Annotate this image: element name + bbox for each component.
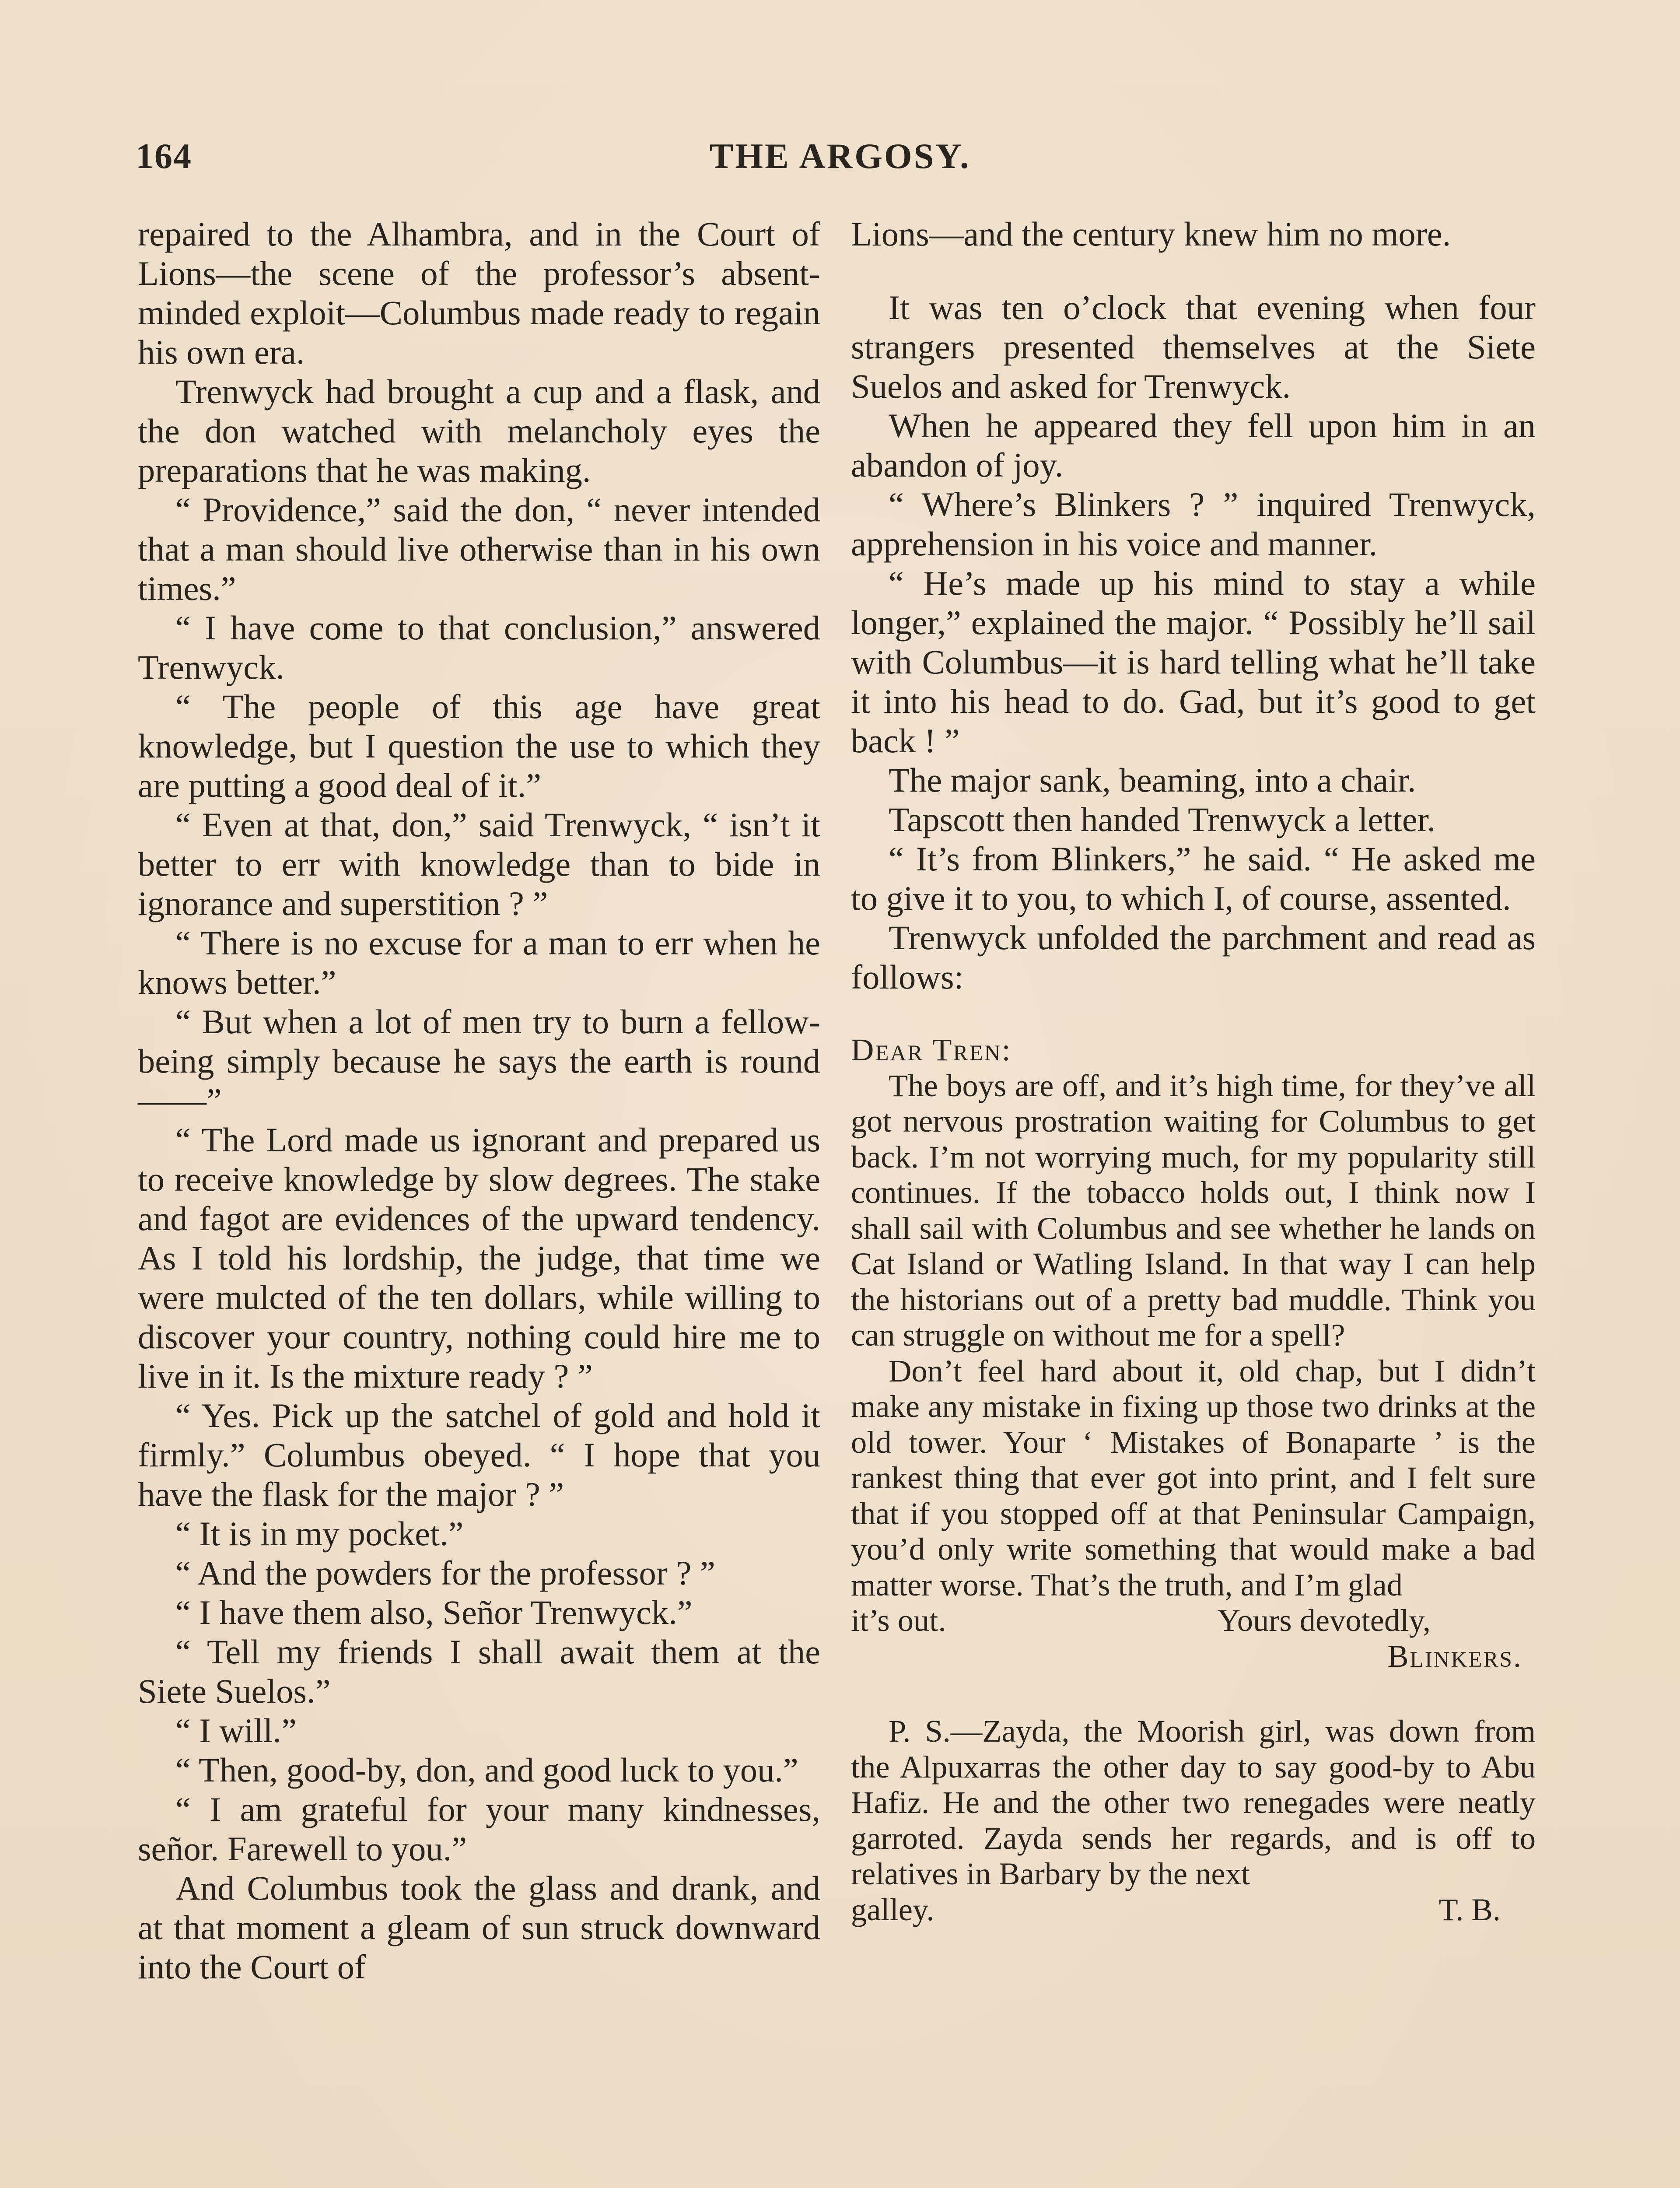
running-title: THE ARGOSY. xyxy=(709,136,971,176)
letter-signature: Blinkers. xyxy=(1387,1638,1522,1674)
postscript-initials: T. B. xyxy=(1438,1891,1501,1927)
paragraph: “ There is no excuse for a man to err when he knows better.” xyxy=(138,924,820,1001)
postscript-text: P. S.—Zayda, the Moorish girl, was down from the Alpuxarras the other day to say good-by to Abu Hafiz. He and the other two renegades were neatly garroted. Zayda sends her regards, and is off to relatives in Barbary by the next xyxy=(851,1713,1536,1891)
paragraph: “ And the powders for the professor ? ” xyxy=(175,1554,715,1592)
section-break xyxy=(851,254,1536,288)
left-column xyxy=(138,214,820,1987)
paragraph: It was ten o’clock that evening when four strangers presented themselves at the Siete Suelos and asked for Trenwyck. xyxy=(851,288,1536,405)
paragraph: The major sank, beaming, into a chair. xyxy=(889,761,1416,799)
page-number: 164 xyxy=(136,136,192,176)
paragraph: repaired to the Alhambra, and in the Court of Lions—the scene of the professor’s absent-minded exploit—Columbus made ready to regain his own era. xyxy=(138,215,820,371)
letter-paragraph: The boys are off, and it’s high time, for they’ve all got nervous prostration waiting for Columbus to get back. I’m not worrying much, for my popularity still continues. If the tobacco holds out, I think now I shall sail with Columbus and see whether he lands on Cat Island or Watling Island. In that way I can help the historians out of a pretty bad muddle. Think you can struggle on without me for a spell? xyxy=(851,1067,1536,1353)
paragraph: “ Where’s Blinkers ? ” inquired Trenwyck, apprehension in his voice and manner. xyxy=(851,485,1536,563)
paragraph: “ The Lord made us ignorant and prepared us to receive knowledge by slow degrees. The stake and fagot are evidences of the upward tendency. As I told his lordship, the judge, that time we were mulcted of the ten dollars, while willing to discover your country, nothing could hire me to live in it. Is the mixture ready ? ” xyxy=(138,1121,820,1395)
letter-closing: Yours devotedly, xyxy=(1217,1602,1431,1638)
letter-salutation: Dear Tren: xyxy=(851,1032,1012,1067)
paragraph: “ I have them also, Señor Trenwyck.” xyxy=(175,1593,693,1631)
postscript xyxy=(851,1713,1536,1927)
postscript-sign-line xyxy=(851,1892,1536,1928)
paragraph: “ It is in my pocket.” xyxy=(175,1515,464,1553)
paragraph: “ I have come to that conclusion,” answered Trenwyck. xyxy=(138,609,820,686)
right-column xyxy=(851,214,1536,1927)
paragraph: “ Even at that, don,” said Trenwyck, “ isn’t it better to err with knowledge than to bide in ignorance and superstition ? ” xyxy=(138,806,820,922)
letter-last-words: it’s out. xyxy=(851,1602,946,1638)
paragraph: “ Tell my friends I shall await them at the Siete Suelos.” xyxy=(138,1633,820,1710)
paragraph: “ I will.” xyxy=(175,1711,297,1750)
postscript-last-word: galley. xyxy=(851,1891,934,1927)
continuation-line: Lions—and the century knew him no more. xyxy=(851,215,1451,253)
paragraph: Trenwyck unfolded the parchment and read as follows: xyxy=(851,919,1536,996)
paragraph: “ He’s made up his mind to stay a while longer,” explained the major. “ Possibly he’ll sail with Columbus—it is hard telling what he’ll take it into his head to do. Gad, but it’s good to get back ! ” xyxy=(851,564,1536,760)
paragraph: “ But when a lot of men try to burn a fellow-being simply because he says the earth is round——” xyxy=(138,1003,820,1119)
page-header xyxy=(131,131,1549,184)
letter-closing-line xyxy=(851,1602,1536,1638)
paragraph: Tapscott then handed Trenwyck a letter. xyxy=(889,800,1436,838)
paragraph: Trenwyck had brought a cup and a flask, and the don watched with melancholy eyes the preparations that he was making. xyxy=(138,372,820,489)
letter-paragraph: Don’t feel hard about it, old chap, but I didn’t make any mistake in fixing up those two drinks at the old tower. Your ‘ Mistakes of Bonaparte ’ is the rankest thing that ever got into print, and I felt sure that if you stopped off at that Peninsular Campaign, you’d only write something that would make a bad matter worse. That’s the truth, and I’m glad xyxy=(851,1353,1536,1602)
paragraph: “ I am grateful for your many kindnesses, señor. Farewell to you.” xyxy=(138,1790,820,1868)
paragraph: And Columbus took the glass and drank, and at that moment a gleam of sun struck downward into the Court of xyxy=(138,1869,820,1986)
paragraph: “ Then, good-by, don, and good luck to you.” xyxy=(175,1751,798,1789)
paragraph: “ The people of this age have great knowledge, but I question the use to which they are putting a good deal of it.” xyxy=(138,687,820,804)
paragraph: “ It’s from Blinkers,” he said. “ He asked me to give it to you, to which I, of course, assented. xyxy=(851,840,1536,917)
paragraph: When he appeared they fell upon him in an abandon of joy. xyxy=(851,407,1536,484)
paragraph: “ Providence,” said the don, “ never intended that a man should live otherwise than in his own times.” xyxy=(138,491,820,607)
paragraph: “ Yes. Pick up the satchel of gold and hold it firmly.” Columbus obeyed. “ I hope that you have the flask for the major ? ” xyxy=(138,1396,820,1513)
letter xyxy=(851,1032,1536,1927)
